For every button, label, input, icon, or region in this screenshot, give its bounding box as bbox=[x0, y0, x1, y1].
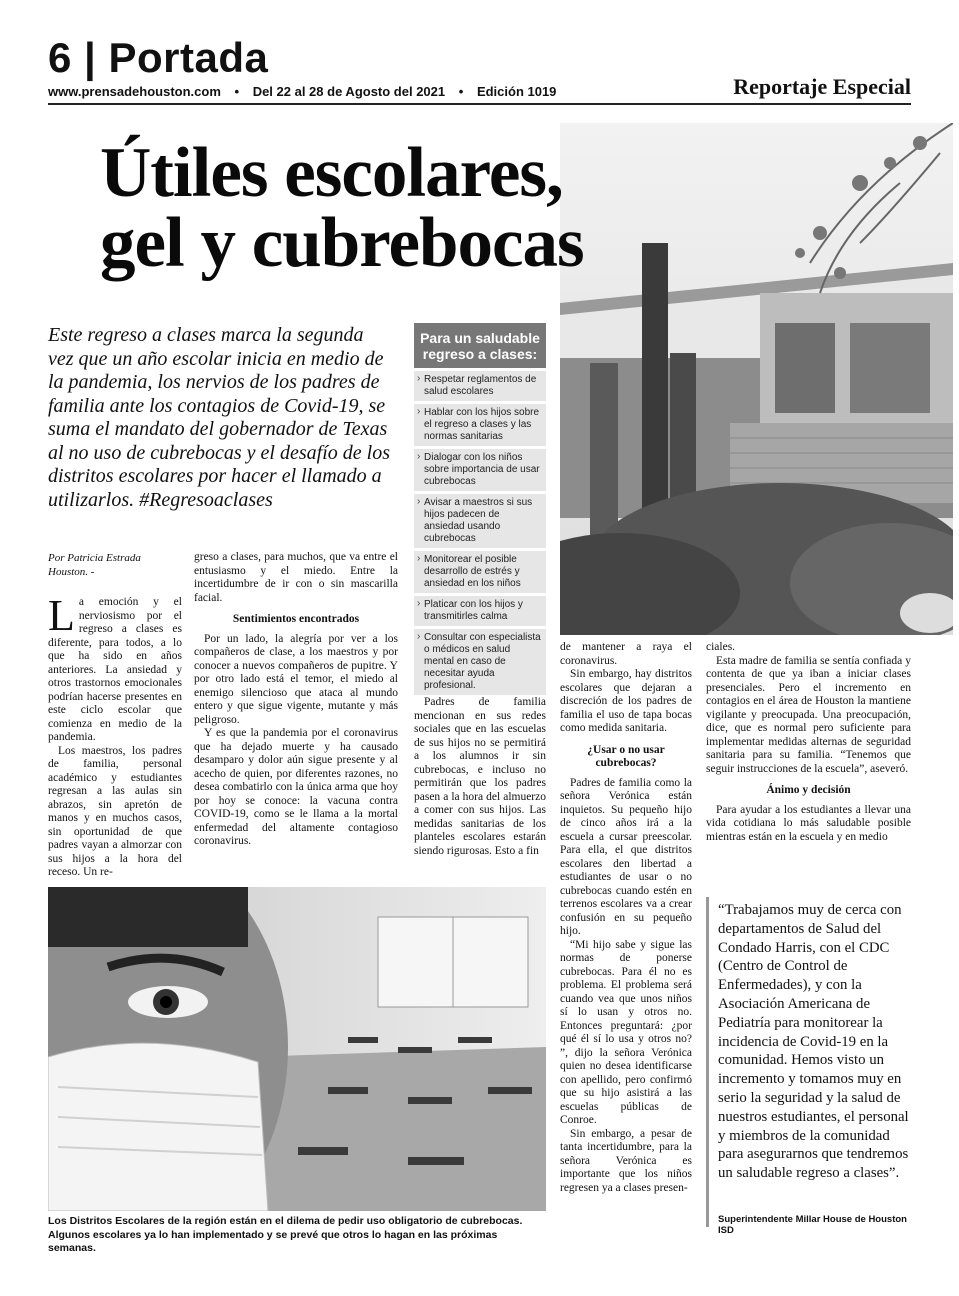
page-header bbox=[48, 34, 268, 82]
sidebar-item: › Avisar a maestros si sus hijos padecen de ansiedad usando cubrebocas bbox=[414, 494, 546, 548]
byline: Por Patricia Estrada Houston. - bbox=[48, 552, 141, 578]
page-number: 6 bbox=[48, 34, 72, 81]
article-paragraph: “Mi hijo sabe y sigue las normas de ponerse cubrebocas. Para él no es problema. El problema será cuando vea que unos niños sí lo usan y otros no. Entonces preguntará: ¿por qué él sí lo usa y otros no? ”, dijo la señora Verónica quien no desea identificarse con apellido, pero confirmó que su hijo asistirá a las escuelas públicas de Conroe. bbox=[560, 938, 692, 1126]
article-paragraph: Los maestros, los padres de familia, personal académico y estudiantes regresan a las aulas sin abrazos, sin apretón de manos y en muchos casos, sin oportunidad de que padres vayan a almorzar con sus hijos a la hora del receso. Un re- bbox=[48, 744, 182, 878]
sidebar-item: › Dialogar con los niños sobre importancia de usar cubrebocas bbox=[414, 449, 546, 491]
pull-quote: “Trabajamos muy de cerca con departamentos de Salud del Condado Harris, con el CDC (Centro de Control de Enfermedades), y con la Asociación Americana de Pediatría para monitorear la incidencia de Covid-19 en la comunidad. Hemos visto un incremento y tomamos muy en serio la seguridad y la salud de nuestros estudiantes, el personal y miembros de la comunidad para asegurarnos que tendremos un saludable regreso a clases”. bbox=[718, 902, 909, 1182]
pull-quote-attribution: Superintendente Millar House de Houston ISD bbox=[718, 1214, 907, 1236]
masked-student-photo bbox=[48, 887, 546, 1211]
subheading: Sentimientos encontrados bbox=[232, 613, 360, 625]
sidebar-item: › Platicar con los hijos y transmitirles calma bbox=[414, 596, 546, 626]
photo-caption: Los Distritos Escolares de la región están en el dilema de pedir uso obligatorio de cubrebocas. Algunos escolares ya lo han implementado y se prevé que otros lo hagan en las próximas semanas. bbox=[48, 1215, 523, 1254]
bullet-separator: • bbox=[234, 84, 240, 99]
article-paragraph: greso a clases, para muchos, que va entre el entusiasmo y el miedo. Entre la incertidumbre de ir con o sin mascarilla facial. bbox=[194, 551, 398, 604]
sidebar-item: › Hablar con los hijos sobre el regreso a clases y las normas sanitarias bbox=[414, 404, 546, 446]
headline-line-2: gel y cubrebocas bbox=[100, 204, 584, 282]
article-paragraph: Padres de familia como la señora Verónica están inquietos. Su pequeño hijo de cinco años irá a la escuela a cursar preescolar. Para ella, el que distritos escolares den libertad a estudiantes de usar o no cubrebocas cuando estén en terrenos escolares va a crear confusión en su pequeño hijo. bbox=[560, 776, 692, 937]
tips-sidebar bbox=[414, 323, 546, 691]
site-url[interactable]: www.prensadehouston.com bbox=[48, 84, 221, 99]
article-paragraph: Esta madre de familia se sentía confiada y contenta de que ya iban a iniciar clases presenciales. Pero el incremento en contagios en el área de Houston la mantiene vigilante y preocupada. Una preocupación, dice, que es normal pero suficiente para implementar medidas alternas de seguridad sanitaria para su familia. “Tenemos que seguir instrucciones de la escuela”, aseveró. bbox=[706, 654, 911, 775]
sidebar-title: Para un saludable regreso a clases: bbox=[414, 323, 546, 368]
subheading: ¿Usar o no usar cubrebocas? bbox=[587, 743, 665, 769]
article-paragraph: La emoción y el nerviosismo por el regreso a clases es diferente, para todos, a lo que ha sido en años anteriores. La ansiedad y otros trastornos emocionales podrían hacerse presentes en este ciclo escolar que comienza en medio de la pandemia. bbox=[48, 591, 182, 743]
article-paragraph: Y es que la pandemia por el coronavirus que ha dejado muerte y ha causado desamparo y dolor aún sigue presente y al acecho de quien, por diferentes razones, no desea combatirlo con la única arma que hoy por hoy se conoce: la vacuna contra COVID-19, como se le llama a la mortal enfermedad del altamente contagioso coronavirus. bbox=[194, 727, 398, 847]
article-paragraph: ciales. bbox=[706, 641, 736, 653]
article-paragraph: Para ayudar a los estudiantes a llevar una vida cotidiana lo más saludable posible mientras están en la escuela y en medio bbox=[706, 803, 911, 843]
header-separator: | bbox=[84, 34, 97, 81]
article-column-4 bbox=[560, 641, 692, 1195]
section-label: Reportaje Especial bbox=[733, 74, 911, 99]
edition-number: Edición 1019 bbox=[476, 84, 557, 99]
section-name: Portada bbox=[108, 34, 269, 81]
article-column-5 bbox=[706, 641, 911, 844]
sidebar-item: › Monitorear el posible desarrollo de estrés y ansiedad en los niños bbox=[414, 551, 546, 593]
sidebar-item: › Respetar reglamentos de salud escolares bbox=[414, 371, 546, 401]
lede-paragraph: Este regreso a clases marca la segunda vez que un año escolar inicia en medio de la pandemia, los nervios de los padres de familia ante los contagios de Covid-19, se suma el mandato del gobernador de Texas al no uso de cubrebocas y el desafío de los distritos escolares por hacer el llamado a utilizarlos. #Regresoaclases bbox=[48, 324, 390, 511]
issue-date: Del 22 al 28 de Agosto del 2021 bbox=[252, 84, 446, 99]
subheading: Ánimo y decisión bbox=[766, 784, 851, 796]
meta-line bbox=[48, 84, 556, 99]
article-paragraph: de mantener a raya el coronavirus. bbox=[560, 641, 692, 667]
article-column-1 bbox=[48, 591, 182, 880]
bullet-separator: • bbox=[458, 84, 464, 99]
article-column-3 bbox=[414, 696, 546, 858]
article-paragraph: Por un lado, la alegría por ver a los compañeros de clase, a los maestros y por conocer a nuevos compañeros de pupitre. Y por otro lado está el temor, el miedo al enemigo silencioso que ataca al mundo entero y que sigue vigente, mutante y más peligroso. bbox=[194, 632, 398, 726]
headline bbox=[100, 134, 740, 282]
headline-line-1: Útiles escolares, bbox=[100, 134, 563, 212]
drop-cap: L bbox=[48, 591, 75, 640]
sidebar-item: › Consultar con especialista o médicos en salud mental en caso de necesitar ayuda profesional. bbox=[414, 629, 546, 695]
article-paragraph: Padres de familia mencionan en sus redes sociales que en las escuelas de sus hijos no se permitirá a los alumnos ir sin cubrebocas, e incluso no permitirán que los padres pasen a la hora del almuerzo a comer con sus hijos. Las medidas sanitarias de los planteles escolares estarán siendo rigurosas. Esto a fin bbox=[414, 696, 546, 857]
header-rule bbox=[48, 103, 911, 105]
article-column-2 bbox=[194, 551, 398, 849]
article-paragraph: Sin embargo, hay distritos escolares que dejaran a discreción de los padres de familia el uso de tapa bocas como medida sanitaria. bbox=[560, 668, 692, 734]
article-paragraph: Sin embargo, a pesar de tanta incertidumbre, para la señora Verónica es importante que los niños regresen ya a clases presen- bbox=[560, 1127, 692, 1194]
